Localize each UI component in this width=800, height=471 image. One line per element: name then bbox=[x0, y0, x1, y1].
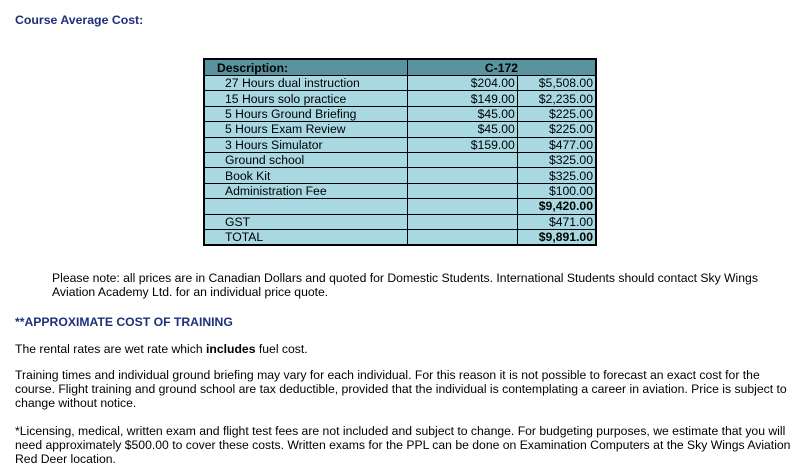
table-row bbox=[204, 91, 596, 106]
row-rate: $149.00 bbox=[407, 91, 517, 106]
row-total: $5,508.00 bbox=[517, 76, 596, 91]
wet-rate-emphasis: includes bbox=[206, 342, 256, 356]
row-total: $477.00 bbox=[517, 137, 596, 152]
row-total: $2,235.00 bbox=[517, 91, 596, 106]
row-rate: $45.00 bbox=[407, 106, 517, 121]
row-description: 5 Hours Exam Review bbox=[204, 122, 407, 137]
row-rate: $204.00 bbox=[407, 76, 517, 91]
training-paragraph: Training times and individual ground briefing may vary for each individual. For this reason it is not possible to forecast an exact cost for the course. Flight training and ground school are tax deductible, provided that the individual is contemplating a career in aviation. Price is subject to change without notice. bbox=[15, 368, 787, 410]
gst-value: $471.00 bbox=[517, 214, 596, 229]
row-description: 3 Hours Simulator bbox=[204, 137, 407, 152]
row-rate bbox=[407, 214, 517, 229]
page-title: Course Average Cost: bbox=[15, 13, 144, 27]
row-description: TOTAL bbox=[204, 229, 407, 245]
wet-rate-text-end: fuel cost. bbox=[255, 342, 308, 356]
table-row bbox=[204, 183, 596, 198]
wet-rate-note bbox=[15, 342, 308, 356]
gst-row bbox=[204, 214, 596, 229]
row-rate bbox=[407, 168, 517, 183]
row-rate: $45.00 bbox=[407, 122, 517, 137]
row-description: 15 Hours solo practice bbox=[204, 91, 407, 106]
row-rate bbox=[407, 183, 517, 198]
row-description: Administration Fee bbox=[204, 183, 407, 198]
table-row bbox=[204, 168, 596, 183]
grand-total-value: $9,891.00 bbox=[517, 229, 596, 245]
table-header-row bbox=[204, 59, 596, 76]
row-total: $325.00 bbox=[517, 168, 596, 183]
row-description: GST bbox=[204, 214, 407, 229]
course-cost-table bbox=[203, 58, 597, 246]
column-header-model: C-172 bbox=[407, 59, 596, 76]
table-row bbox=[204, 137, 596, 152]
row-rate bbox=[407, 229, 517, 245]
subtotal-row bbox=[204, 199, 596, 214]
row-description: 27 Hours dual instruction bbox=[204, 76, 407, 91]
row-rate: $159.00 bbox=[407, 137, 517, 152]
wet-rate-text-start: The rental rates are wet rate which bbox=[15, 342, 207, 356]
row-description: 5 Hours Ground Briefing bbox=[204, 106, 407, 121]
row-total: $225.00 bbox=[517, 122, 596, 137]
row-rate bbox=[407, 199, 517, 214]
subtotal-value: $9,420.00 bbox=[517, 199, 596, 214]
row-total: $225.00 bbox=[517, 106, 596, 121]
row-total: $100.00 bbox=[517, 183, 596, 198]
row-description bbox=[204, 199, 407, 214]
row-description: Ground school bbox=[204, 152, 407, 167]
total-row bbox=[204, 229, 596, 245]
column-header-description: Description: bbox=[204, 59, 407, 76]
row-total: $325.00 bbox=[517, 152, 596, 167]
price-note: Please note: all prices are in Canadian Dollars and quoted for Domestic Students. International Students should contact Sky Wings Aviation Academy Ltd. for an individual price quote. bbox=[52, 271, 758, 299]
table-row bbox=[204, 106, 596, 121]
table-row bbox=[204, 76, 596, 91]
licensing-paragraph: *Licensing, medical, written exam and flight test fees are not included and subject to change. For budgeting purposes, we estimate that you will need approximately $500.00 to cover these costs. Written exams for the PPL can be done on Examination Computers at the Sky Wings Aviation Red Deer location. bbox=[15, 424, 791, 466]
table-row bbox=[204, 152, 596, 167]
table-row bbox=[204, 122, 596, 137]
approximate-cost-heading: **APPROXIMATE COST OF TRAINING bbox=[15, 315, 233, 329]
row-description: Book Kit bbox=[204, 168, 407, 183]
row-rate bbox=[407, 152, 517, 167]
